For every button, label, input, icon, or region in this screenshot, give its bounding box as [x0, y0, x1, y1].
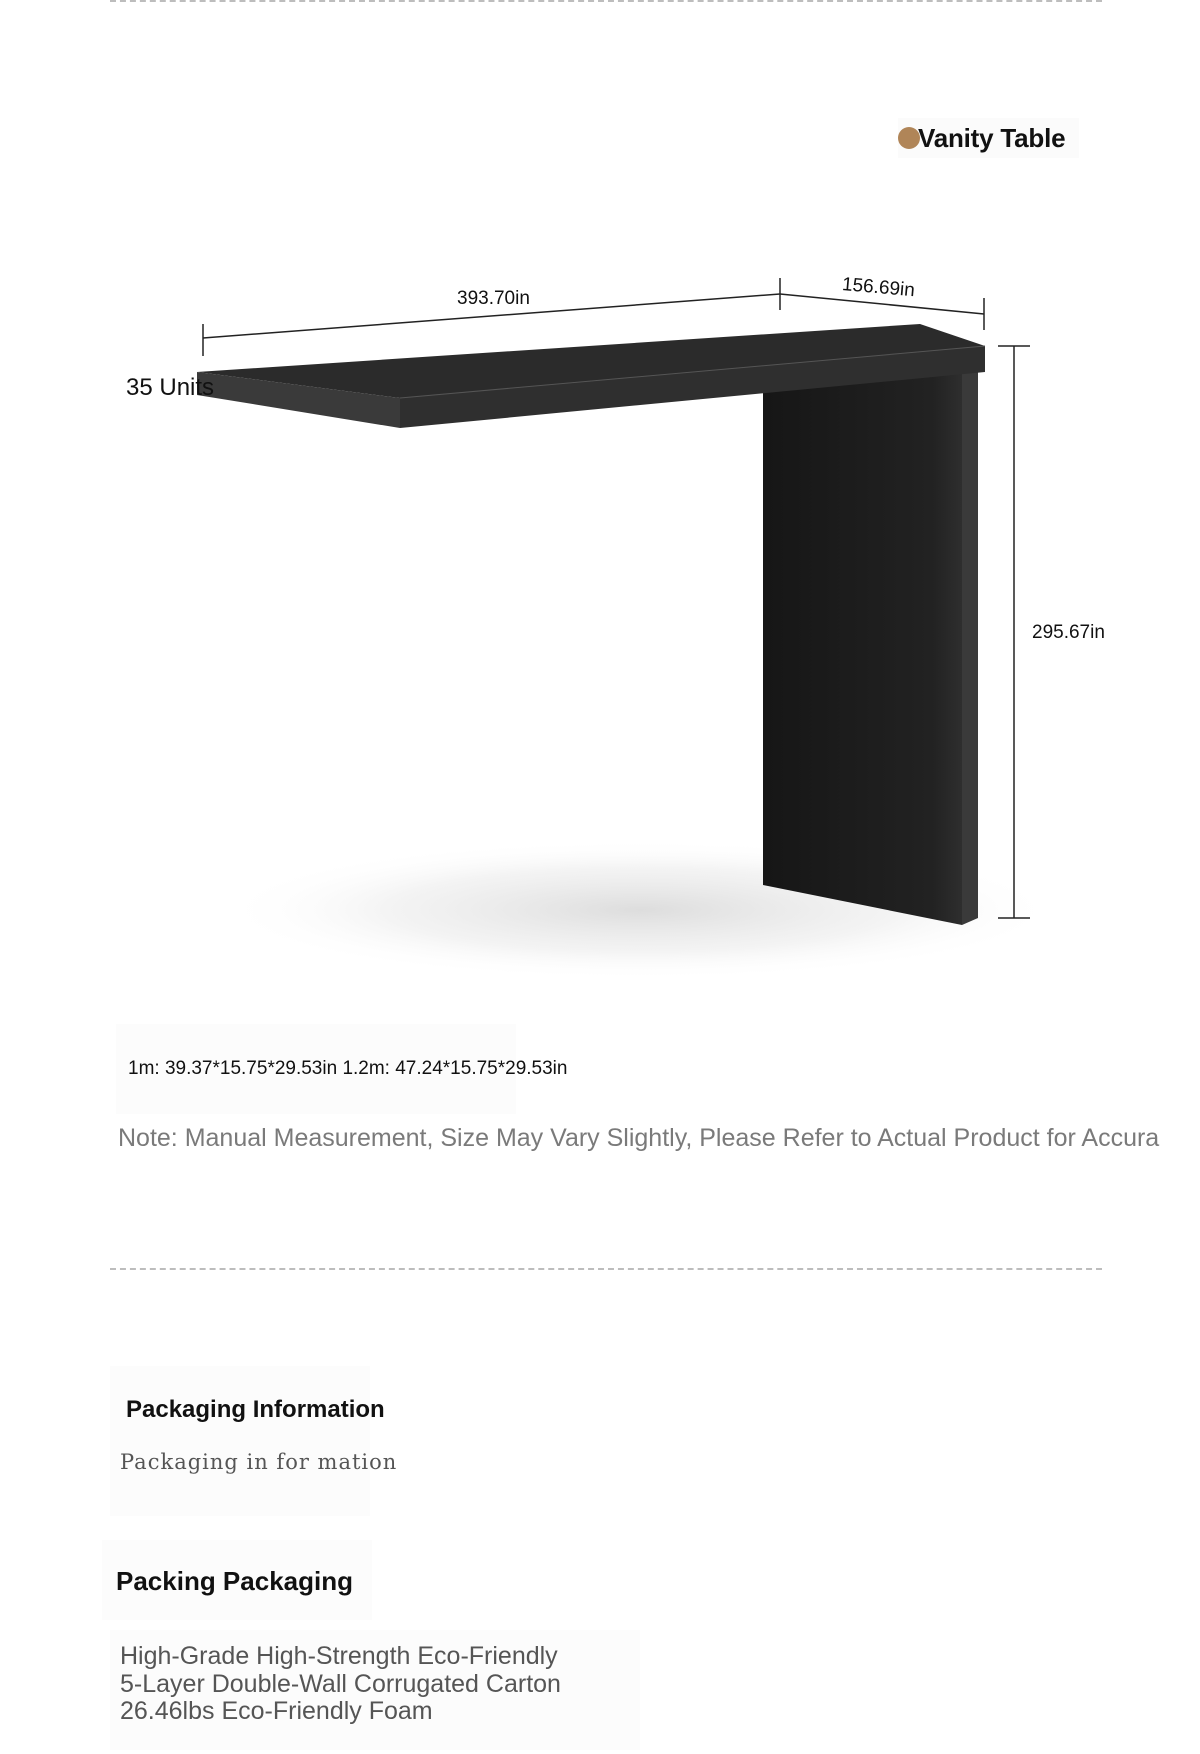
- table-leg-edge: [962, 362, 978, 925]
- units-label: 35 Units: [126, 374, 215, 401]
- depth-label: 156.69in: [841, 274, 916, 302]
- packing-title: Packing Packaging: [116, 1566, 353, 1596]
- product-tag-label: Vanity Table: [918, 122, 1066, 153]
- dimension-height-line: [998, 346, 1030, 918]
- packaging-subtitle: Packaging in for mation: [120, 1450, 398, 1474]
- height-label: 295.67in: [1032, 622, 1105, 643]
- length-label: 393.70in: [457, 288, 530, 309]
- size-spec: 1m: 39.37*15.75*29.53in 1.2m: 47.24*15.75*29.53in: [128, 1058, 568, 1079]
- packing-line: 5-Layer Double-Wall Corrugated Carton: [120, 1670, 561, 1698]
- measurement-note: Note: Manual Measurement, Size May Vary Slightly, Please Refer to Actual Product for Accura: [118, 1124, 1160, 1152]
- packaging-title: Packaging Information: [126, 1396, 385, 1423]
- packing-line: 26.46lbs Eco-Friendly Foam: [120, 1697, 433, 1725]
- section-divider: [110, 1268, 1102, 1270]
- packing-line: High-Grade High-Strength Eco-Friendly: [120, 1642, 558, 1670]
- packaging-panel: [110, 1366, 370, 1516]
- table-leg: [763, 372, 962, 925]
